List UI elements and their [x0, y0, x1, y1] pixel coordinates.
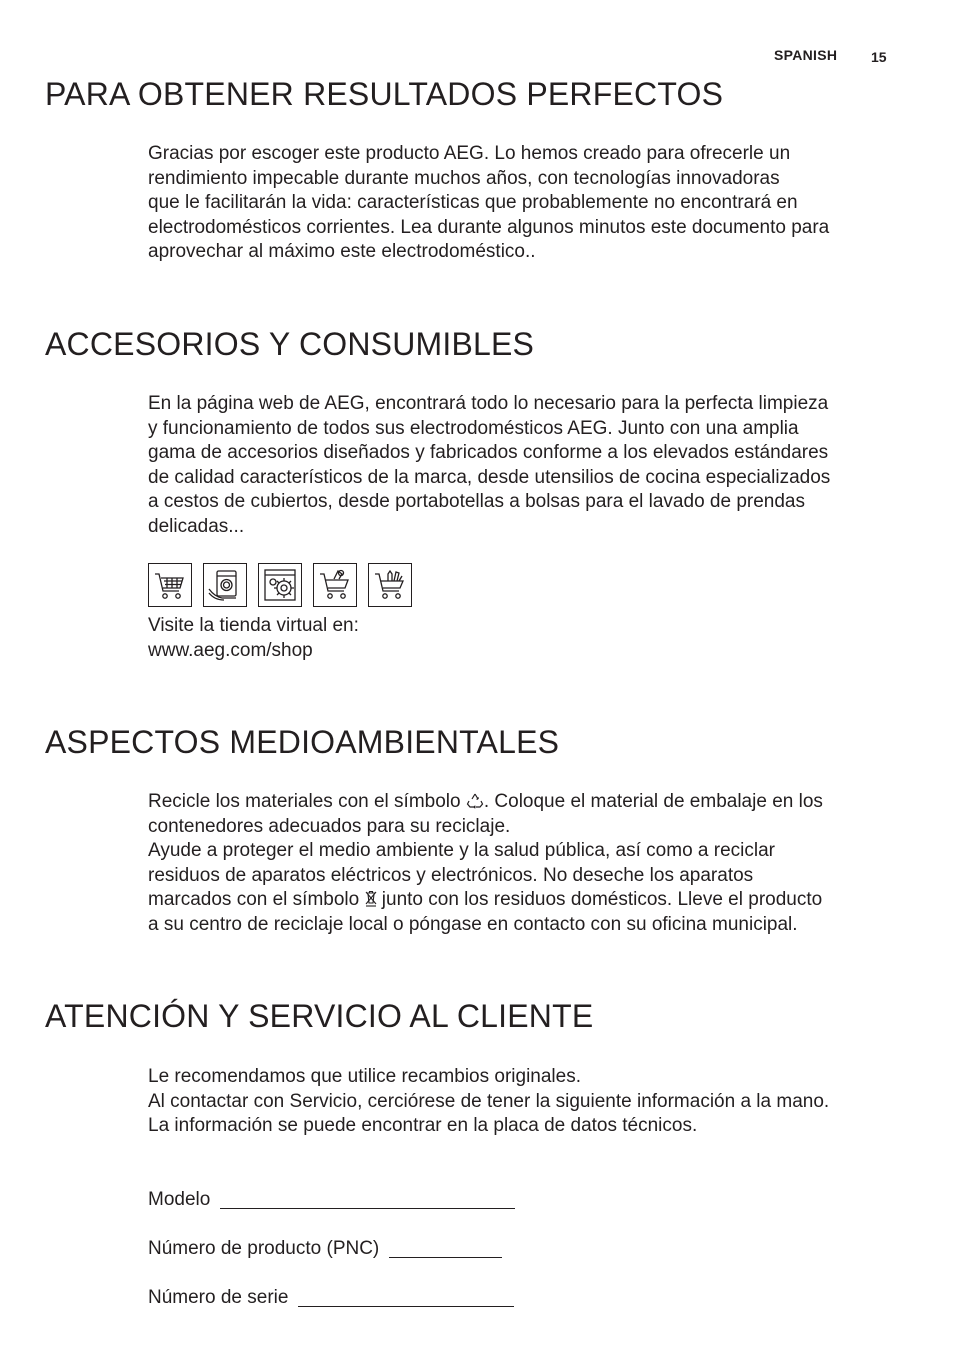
- page-number: 15: [871, 49, 887, 65]
- paragraph-line: [148, 790, 893, 815]
- paragraph-line: contenedores adecuados para su reciclaje.: [148, 815, 511, 837]
- serial-number-field-blank[interactable]: [298, 1286, 514, 1307]
- intro-paragraph: [148, 142, 893, 265]
- paragraph-line: En la página web de AEG, encontrará todo lo necesario para la perfecta limpieza: [148, 393, 829, 414]
- paragraph-line: electrodomésticos corrientes. Lea durante algunos minutos este documento para: [148, 216, 830, 238]
- product-number-field-blank[interactable]: [389, 1237, 502, 1258]
- language-label: SPANISH: [774, 47, 838, 63]
- shop-info: [148, 614, 893, 663]
- washing-machine-care-icon: [203, 563, 247, 607]
- section-title-environment: ASPECTOS MEDIOAMBIENTALES: [45, 724, 560, 760]
- paragraph-line: a cestos de cubiertos, desde portabotellas a bolsas para el lavado de prendas: [148, 491, 805, 512]
- crossed-bin-icon: [365, 889, 377, 907]
- paragraph-line: Ayude a proteger el medio ambiente y la salud pública, así como a reciclar: [148, 840, 775, 861]
- serial-number-field: [148, 1286, 514, 1309]
- section-title-customer-care: ATENCIÓN Y SERVICIO AL CLIENTE: [45, 998, 594, 1034]
- text-fragment: junto con los residuos domésticos. Lleve el producto: [376, 889, 823, 910]
- paragraph-line: Gracias por escoger este producto AEG. Lo hemos creado para ofrecerle un: [148, 143, 791, 164]
- section-title-accessories: ACCESORIOS Y CONSUMIBLES: [45, 326, 535, 362]
- paragraph-line: residuos de aparatos eléctricos y electrónicos. No deseche los aparatos: [148, 864, 754, 886]
- paragraph-line: a su centro de reciclaje local o póngase en contacto con su oficina municipal.: [148, 913, 798, 935]
- paragraph-line: La información se puede encontrar en la placa de datos técnicos.: [148, 1115, 698, 1136]
- recycle-icon: [466, 792, 484, 809]
- paragraph-line: rendimiento impecable durante muchos años, con tecnologías innovadoras: [148, 167, 780, 189]
- product-number-field: [148, 1237, 502, 1260]
- shop-link[interactable]: www.aeg.com/shop: [148, 639, 313, 661]
- customer-care-paragraph: [148, 1065, 893, 1139]
- model-field: [148, 1188, 515, 1211]
- paragraph-line: aprovechar al máximo este electrodoméstico..: [148, 241, 536, 262]
- paragraph-line: y funcionamiento de todos sus electrodomésticos AEG. Junto con una amplia: [148, 417, 799, 439]
- paragraph-line: de calidad característicos de la marca, desde utensilios de cocina especializados: [148, 466, 831, 488]
- paragraph-line: delicadas...: [148, 515, 245, 537]
- serial-number-field-label: Número de serie: [148, 1287, 289, 1308]
- gear-settings-icon: [258, 563, 302, 607]
- text-fragment: Recicle los materiales con el símbolo: [148, 791, 466, 812]
- section-title-perfect-results: PARA OBTENER RESULTADOS PERFECTOS: [45, 76, 724, 112]
- shopping-cart-icon: [148, 563, 192, 607]
- paragraph-line: que le facilitarán la vida: características que probablemente no encontrará en: [148, 192, 798, 213]
- paragraph-line: Al contactar con Servicio, cerciórese de tener la siguiente información a la mano.: [148, 1090, 830, 1112]
- paragraph-line: gama de accesorios diseñados y fabricados conforme a los elevados estándares: [148, 442, 829, 463]
- model-field-blank[interactable]: [220, 1188, 515, 1209]
- accessory-icons-row: [148, 563, 412, 607]
- paragraph-line: Le recomendamos que utilice recambios originales.: [148, 1066, 582, 1087]
- model-field-label: Modelo: [148, 1189, 211, 1210]
- cart-kitchen-icon: [313, 563, 357, 607]
- accessories-paragraph: [148, 392, 893, 539]
- environment-paragraph: [148, 790, 893, 937]
- text-fragment: marcados con el símbolo: [148, 889, 365, 910]
- cart-bottles-icon: [368, 563, 412, 607]
- product-number-field-label: Número de producto (PNC): [148, 1238, 380, 1259]
- paragraph-line: [148, 888, 893, 913]
- shop-label: Visite la tienda virtual en:: [148, 615, 359, 636]
- text-fragment: . Coloque el material de embalaje en los: [483, 791, 823, 812]
